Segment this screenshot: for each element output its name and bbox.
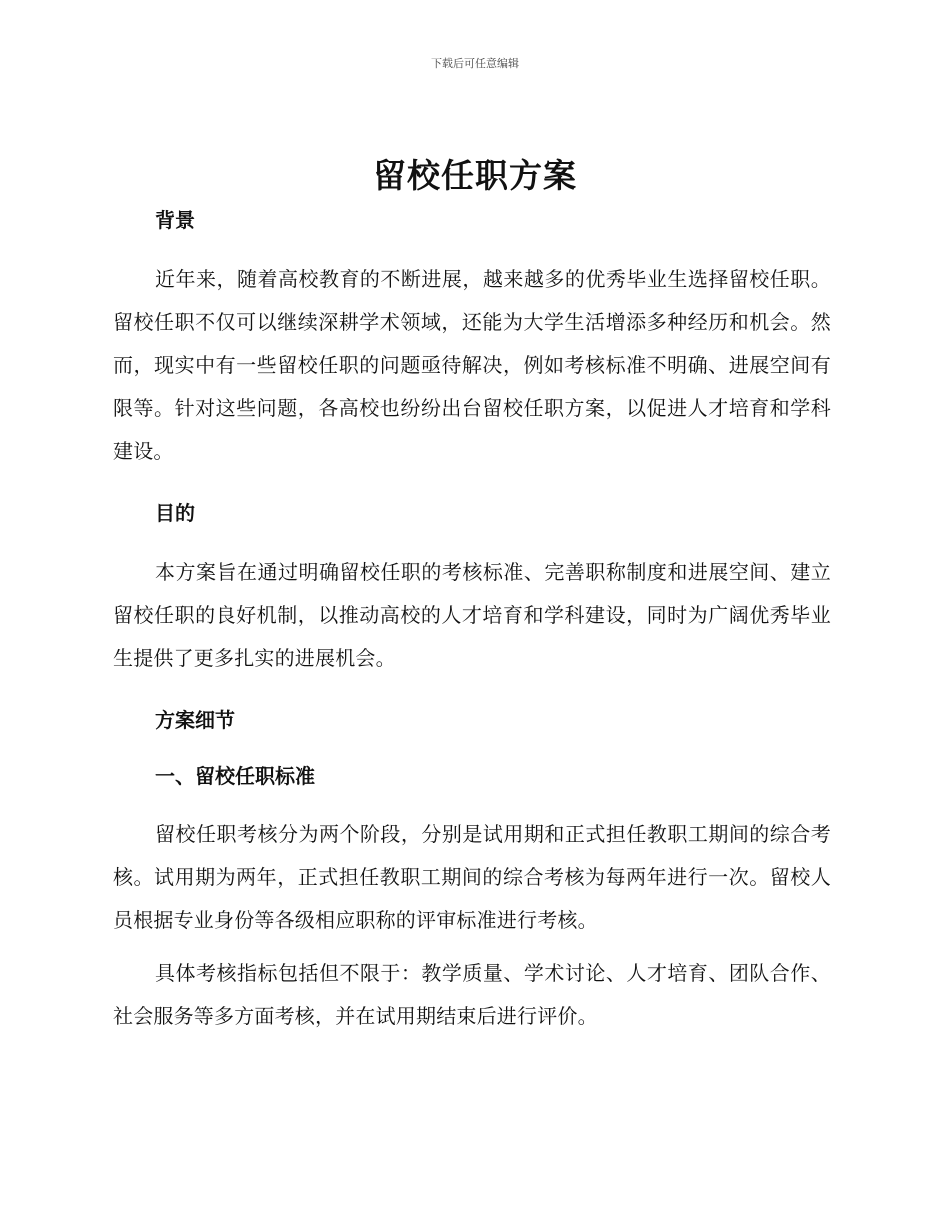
subsection-heading-standard: 一、留校任职标准 xyxy=(155,764,315,788)
paragraph-standard-1: 留校任职考核分为两个阶段，分别是试用期和正式担任教职工期间的综合考核。试用期为两年，正式担任教职工期间的综合考核为每两年进行一次。留校人员根据专业身份等各级相应职称的评审标准进行考核。 xyxy=(113,822,831,932)
section-heading-details: 方案细节 xyxy=(155,708,235,732)
section-heading-background: 背景 xyxy=(155,208,195,232)
section-heading-goal: 目的 xyxy=(155,501,195,525)
paragraph-background: 近年来，随着高校教育的不断进展，越来越多的优秀毕业生选择留校任职。留校任职不仅可以继续深耕学术领域，还能为大学生活增添多种经历和机会。然而，现实中有一些留校任职的问题亟待解决，例如考核标准不明确、进展空间有限等。针对这些问题，各高校也纷纷出台留校任职方案，以促进人才培育和学科建设。 xyxy=(113,267,831,463)
paragraph-goal: 本方案旨在通过明确留校任职的考核标准、完善职称制度和进展空间、建立留校任职的良好机制，以推动高校的人才培育和学科建设，同时为广阔优秀毕业生提供了更多扎实的进展机会。 xyxy=(113,560,831,670)
header-note: 下载后可任意编辑 xyxy=(431,57,519,70)
paragraph-standard-2: 具体考核指标包括但不限于：教学质量、学术讨论、人才培育、团队合作、社会服务等多方面考核，并在试用期结束后进行评价。 xyxy=(113,961,831,1028)
document-body xyxy=(113,205,831,1038)
document-title: 留校任职方案 xyxy=(373,156,577,195)
